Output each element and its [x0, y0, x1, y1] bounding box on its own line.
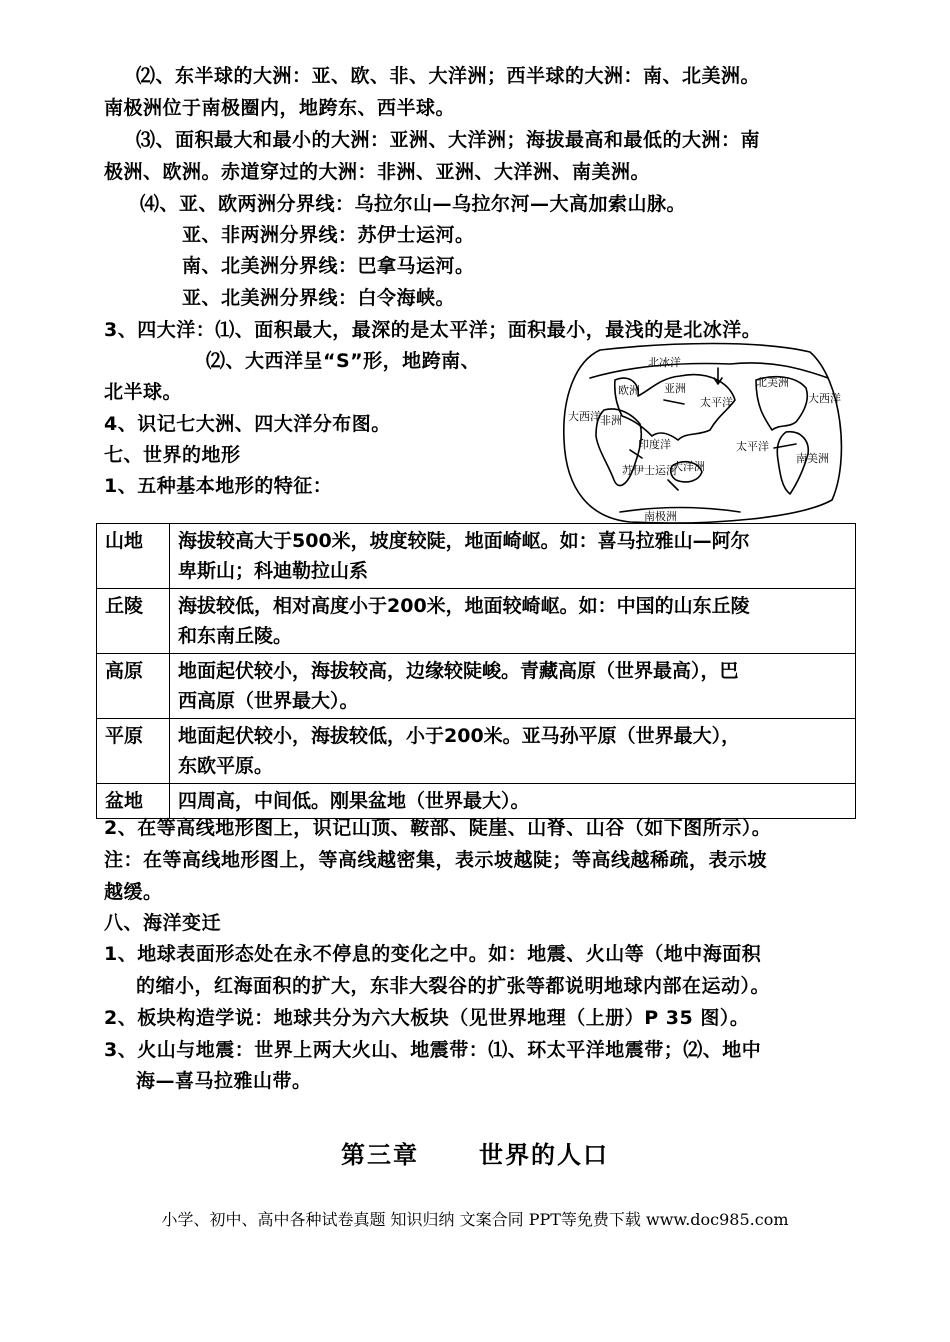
map-label-arctic: 北冰洋 [648, 356, 681, 369]
chapter-title: 世界的人口 [479, 1140, 609, 1169]
terrain-table [96, 523, 856, 819]
text-line: 2、在等高线地形图上，识记山顶、鞍部、陡崖、山脊、山谷（如下图所示）。 [104, 817, 772, 839]
text-line: 注：在等高线地形图上，等高线越密集，表示坡越陡；等高线越稀疏，表示坡 [104, 849, 768, 871]
text-line: 南极洲位于南极圈内，地跨东、西半球。 [104, 97, 456, 119]
text-line: 3、火山与地震：世界上两大火山、地震带：⑴、环太平洋地震带；⑵、地中 [104, 1039, 762, 1061]
map-label-asia: 亚洲 [664, 382, 686, 395]
map-label-pacific-mid: 太平洋 [736, 440, 769, 453]
terrain-desc: 四周高，中间低。刚果盆地（世界最大）。 [170, 784, 856, 819]
chapter-heading [0, 1135, 950, 1170]
text-line: 的缩小，红海面积的扩大，东非大裂谷的扩张等都说明地球内部在运动）。 [136, 975, 771, 997]
map-label-antarctica: 南极洲 [644, 510, 677, 523]
text-line: ⑷、亚、欧两洲分界线：乌拉尔山—乌拉尔河—大高加索山脉。 [140, 193, 687, 215]
terrain-desc: 地面起伏较小，海拔较高，边缘较陡峻。青藏高原（世界最高），巴 西高原（世界最大）。 [170, 654, 856, 719]
text-line: 亚、非两洲分界线：苏伊士运河。 [182, 224, 475, 246]
text-line: 3、四大洋：⑴、面积最大，最深的是太平洋；面积最小，最浅的是北冰洋。 [104, 319, 762, 341]
map-label-oceania: 大洋洲 [672, 460, 705, 473]
map-label-europe: 欧洲 [618, 384, 640, 397]
terrain-name: 盆地 [97, 784, 170, 819]
text-line: ⑶、面积最大和最小的大洲：亚洲、大洋洲；海拔最高和最低的大洲：南 [136, 129, 761, 151]
table-row [97, 784, 856, 819]
table-row [97, 719, 856, 784]
text-line: 北半球。 [104, 381, 183, 403]
text-line: 南、北美洲分界线：巴拿马运河。 [182, 255, 475, 277]
terrain-name: 高原 [97, 654, 170, 719]
text-line: 1、五种基本地形的特征： [104, 475, 333, 497]
text-line: 亚、北美洲分界线：白令海峡。 [182, 287, 456, 309]
map-label-north-america: 北美洲 [756, 376, 789, 389]
table-row [97, 589, 856, 654]
text-line: 越缓。 [104, 881, 163, 903]
text-line: 2、板块构造学说：地球共分为六大板块（见世界地理（上册）P 35 图）。 [104, 1007, 750, 1029]
table-row [97, 524, 856, 589]
text-line: 1、地球表面形态处在永不停息的变化之中。如：地震、火山等（地中海面积 [104, 943, 762, 965]
chapter-number: 第三章 [341, 1140, 419, 1169]
terrain-desc: 海拔较低，相对高度小于200米，地面较崎岖。如：中国的山东丘陵 和东南丘陵。 [170, 589, 856, 654]
map-label-atlantic-left: 大西洋 [568, 410, 601, 423]
table-row [97, 654, 856, 719]
map-label-pacific-top: 太平洋 [700, 396, 733, 409]
map-label-suez: 苏伊士运河 [622, 464, 677, 477]
section-heading: 七、世界的地形 [104, 444, 241, 466]
world-map-sketch [560, 340, 850, 525]
map-label-south-america: 南美洲 [796, 452, 829, 465]
terrain-name: 山地 [97, 524, 170, 589]
footer-text: 小学、初中、高中各种试卷真题 知识归纳 文案合同 PPT等免费下载 www.doc985.com [161, 1210, 789, 1229]
text-line: ⑵、大西洋呈“S”形，地跨南、 [206, 350, 481, 372]
section-heading: 八、海洋变迁 [104, 912, 222, 934]
terrain-table-body [97, 524, 856, 819]
map-label-indian: 印度洋 [638, 438, 671, 451]
text-line: 极洲、欧洲。赤道穿过的大洲：非洲、亚洲、大洋洲、南美洲。 [104, 161, 651, 183]
terrain-name: 平原 [97, 719, 170, 784]
map-label-africa: 非洲 [600, 414, 622, 427]
text-line: ⑵、东半球的大洲：亚、欧、非、大洋洲；西半球的大洲：南、北美洲。 [136, 65, 761, 87]
text-line: 4、识记七大洲、四大洋分布图。 [104, 413, 391, 435]
terrain-desc: 地面起伏较小，海拔较低，小于200米。亚马孙平原（世界最大）， 东欧平原。 [170, 719, 856, 784]
text-line: 海—喜马拉雅山带。 [136, 1070, 312, 1092]
terrain-desc: 海拔较高大于500米，坡度较陡，地面崎岖。如：喜马拉雅山—阿尔 卑斯山；科迪勒拉山系 [170, 524, 856, 589]
terrain-name: 丘陵 [97, 589, 170, 654]
map-label-atlantic-right: 大西洋 [808, 392, 841, 405]
